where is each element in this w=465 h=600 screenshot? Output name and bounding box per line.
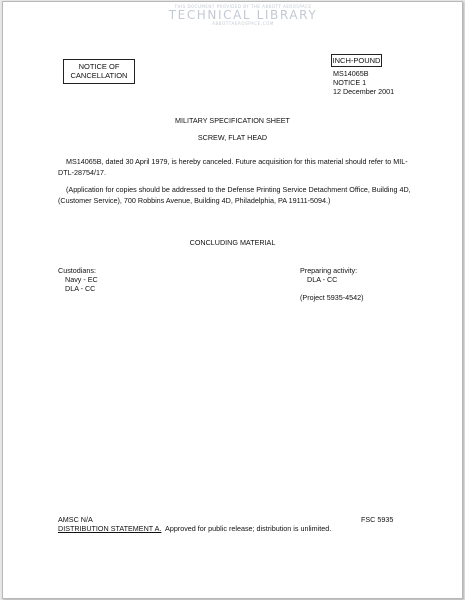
amsc-label: AMSC N/A [58, 515, 93, 524]
watermark-main: TECHNICAL LIBRARY [168, 8, 318, 22]
cancellation-paragraph: MS14065B, dated 30 April 1979, is hereby canceled. Future acquisition for this material should refer to MIL-DTL-28754/17. [58, 157, 408, 177]
document-subtitle: SCREW, FLAT HEAD [197, 133, 268, 142]
concluding-material-heading: CONCLUDING MATERIAL [189, 238, 276, 247]
custodians-label: Custodians: [58, 266, 96, 275]
notice-of-cancellation-box [63, 59, 135, 84]
document-title: MILITARY SPECIFICATION SHEET [175, 116, 290, 125]
distribution-statement-label: DISTRIBUTION STATEMENT A. [58, 524, 162, 533]
preparing-activity-value: DLA - CC [307, 275, 338, 284]
inch-pound-label: INCH-POUND [332, 56, 381, 65]
custodian-item: DLA - CC [65, 284, 96, 293]
project-number: (Project 5935-4542) [300, 293, 364, 302]
inch-pound-box [331, 54, 382, 67]
fsc-label: FSC 5935 [361, 515, 394, 524]
notice-box-line2: CANCELLATION [70, 71, 128, 80]
document-page [2, 1, 463, 599]
preparing-activity-label: Preparing activity: [300, 266, 358, 275]
notice-number: NOTICE 1 [333, 78, 367, 87]
doc-id: MS14065B [333, 69, 369, 78]
watermark-sub: ABBOTTAEROSPACE.COM [212, 21, 274, 26]
distribution-statement-text: Approved for public release; distribution is unlimited. [161, 524, 332, 533]
notice-box-line1: NOTICE OF [78, 62, 120, 71]
notice-date: 12 December 2001 [333, 87, 395, 96]
distribution-statement [58, 524, 331, 534]
watermark [143, 4, 343, 26]
watermark-top: THIS DOCUMENT PROVIDED BY THE ABBOTT AEROSPACE [174, 4, 312, 9]
application-paragraph: (Application for copies should be addressed to the Defense Printing Service Detachment Office, Building 4D, (Customer Service), 700 Robbins Avenue, Building 4D, Philadelphia, PA 19111-5094.) [58, 185, 411, 205]
custodian-item: Navy - EC [65, 275, 98, 284]
